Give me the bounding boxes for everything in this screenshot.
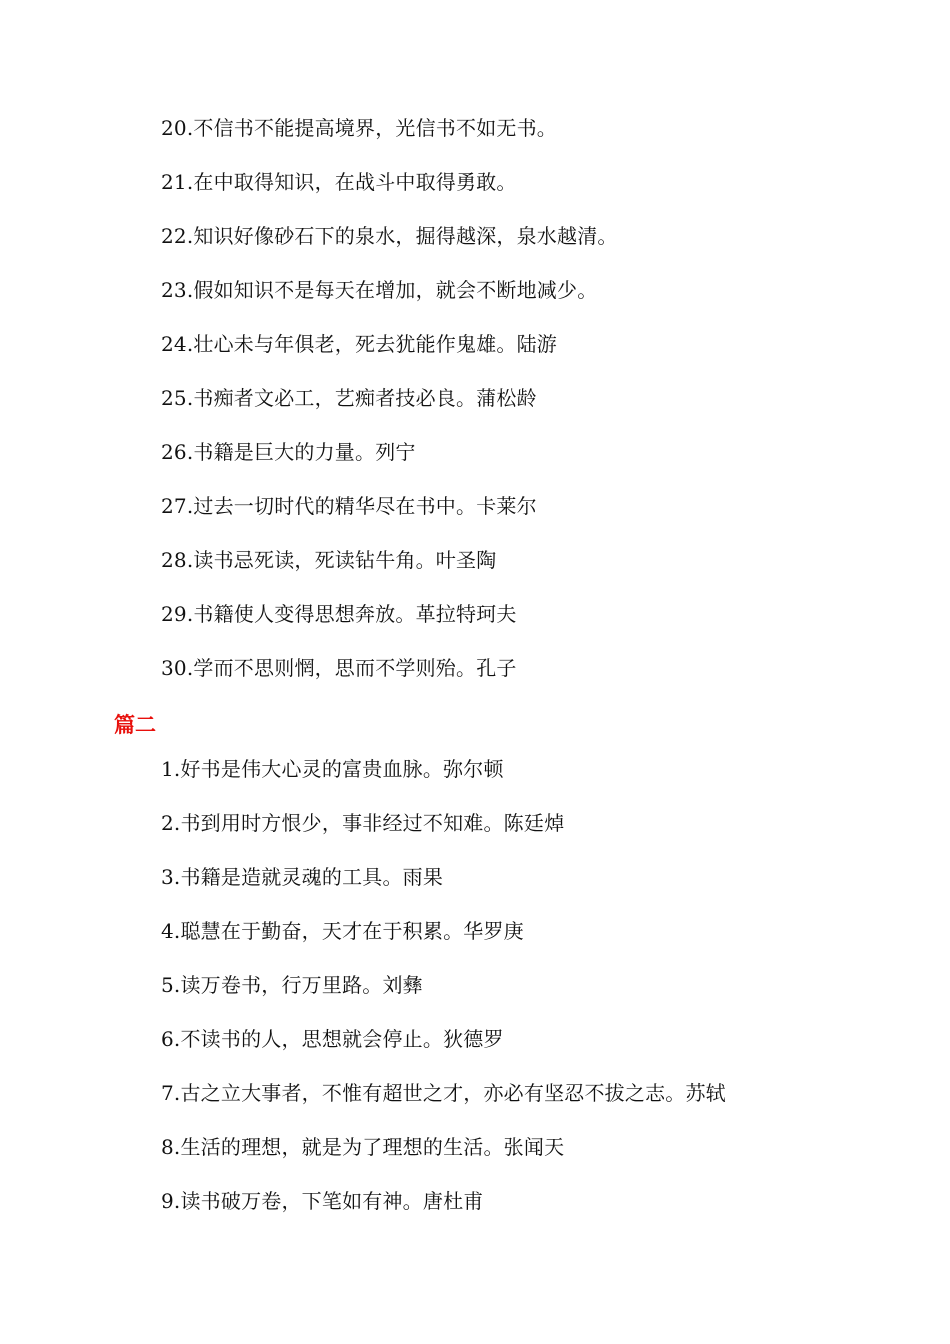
quote-list-section-one	[161, 113, 618, 707]
list-item: 26.书籍是巨大的力量。列宁	[161, 440, 416, 464]
list-item: 25.书痴者文必工，艺痴者技必良。蒲松龄	[161, 386, 537, 410]
list-item: 8.生活的理想，就是为了理想的生活。张闻天	[161, 1135, 565, 1159]
quote-list-section-two	[161, 754, 726, 1240]
list-item: 24.壮心未与年俱老，死去犹能作鬼雄。陆游	[161, 332, 558, 356]
list-item: 6.不读书的人，思想就会停止。狄德罗	[161, 1027, 504, 1051]
list-item: 3.书籍是造就灵魂的工具。雨果	[161, 865, 444, 889]
list-item: 2.书到用时方恨少，事非经过不知难。陈廷焯	[161, 811, 565, 835]
list-item: 9.读书破万卷，下笔如有神。唐杜甫	[161, 1189, 484, 1213]
list-item: 22.知识好像砂石下的泉水，掘得越深，泉水越清。	[161, 224, 618, 248]
list-item: 27.过去一切时代的精华尽在书中。卡莱尔	[161, 494, 537, 518]
list-item: 29.书籍使人变得思想奔放。革拉特珂夫	[161, 602, 517, 626]
list-item: 21.在中取得知识，在战斗中取得勇敢。	[161, 170, 517, 194]
list-item: 4.聪慧在于勤奋，天才在于积累。华罗庚	[161, 919, 524, 943]
list-item: 23.假如知识不是每天在增加，就会不断地减少。	[161, 278, 598, 302]
section-heading: 篇二	[114, 713, 156, 737]
list-item: 1.好书是伟大心灵的富贵血脉。弥尔顿	[161, 757, 504, 781]
list-item: 28.读书忌死读，死读钻牛角。叶圣陶	[161, 548, 497, 572]
list-item: 7.古之立大事者，不惟有超世之才，亦必有坚忍不拔之志。苏轼	[161, 1081, 726, 1105]
list-item: 30.学而不思则惘，思而不学则殆。孔子	[161, 656, 517, 680]
list-item: 20.不信书不能提高境界，光信书不如无书。	[161, 116, 558, 140]
list-item: 5.读万卷书，行万里路。刘彝	[161, 973, 423, 997]
